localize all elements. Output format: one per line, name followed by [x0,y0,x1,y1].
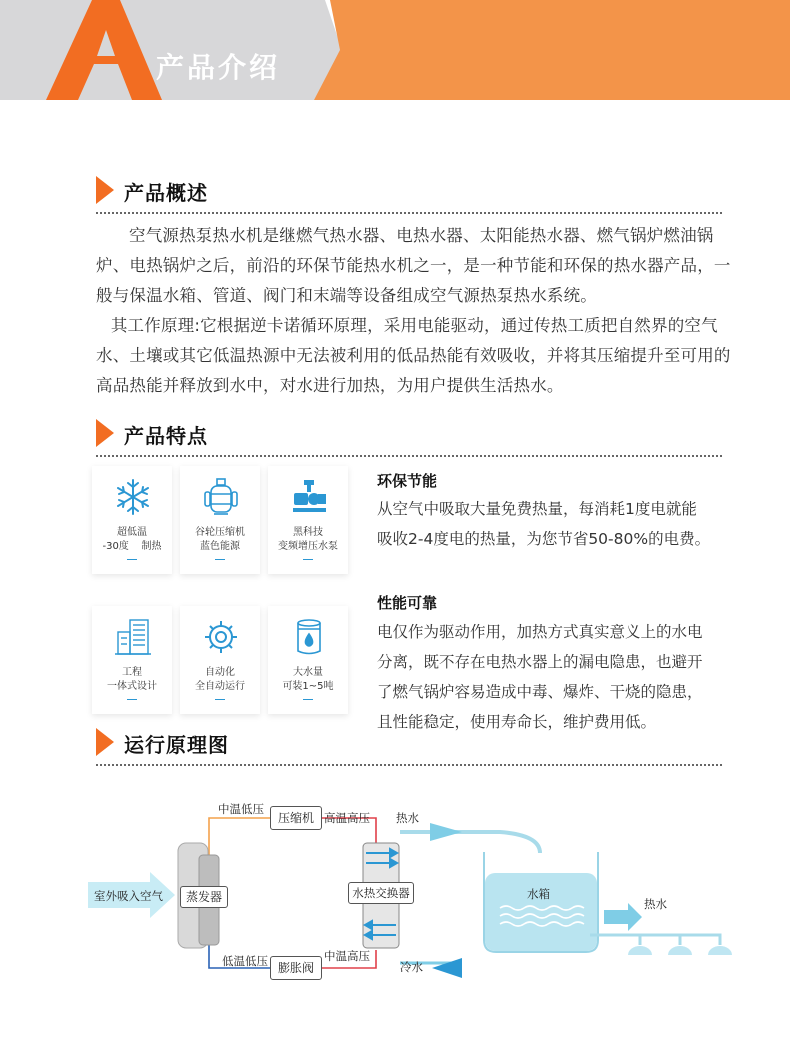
feature-card-line1: 谷轮压缩机 [195,527,245,538]
feature-card-compressor [180,466,260,574]
feature-card-line2: 变频增压水泵 [278,541,338,552]
gear-icon [202,616,240,658]
section-arrow-icon [96,728,114,756]
feature-text-line: 且性能稳定，使用寿命长，维护费用低。 [377,713,657,731]
feature-text-reliable [377,617,722,737]
high-temp-high-pressure-label: 高温高压 [324,811,370,825]
compressor-icon [202,476,240,518]
evaporator-box: 蒸发器 [180,886,228,908]
section-divider [96,764,722,766]
overview-text [96,221,736,401]
card-accent-line [215,699,225,700]
compressor-box: 压缩机 [270,806,322,830]
building-icon [114,616,152,658]
feature-card-line1: 超低温 [117,527,147,538]
section-divider [96,455,722,457]
feature-card-line2: 一体式设计 [107,681,157,692]
section-title-features: 产品特点 [124,424,208,448]
feature-card-water-volume [268,606,348,714]
feature-card-line2: -30度 制热 [102,541,162,552]
section-title-overview: 产品概述 [124,181,208,205]
feature-card-line1: 自动化 [205,667,235,678]
mid-temp-high-pressure-label: 中温高压 [324,949,370,963]
feature-text-eco [377,494,722,554]
principle-diagram [0,770,790,1045]
feature-text-line: 从空气中吸取大量免费热量，每消耗1度电就能 [377,500,697,518]
feature-card-line1: 大水量 [293,667,323,678]
card-accent-line [303,559,313,560]
feature-card-ultra-low-temp [92,466,172,574]
air-in-label: 室外吸入空气 [94,889,163,903]
feature-title-eco: 环保节能 [377,472,438,490]
section-title-principle: 运行原理图 [124,733,229,757]
heat-exchanger-box: 水热交换器 [348,882,414,904]
feature-card-engineering [92,606,172,714]
mid-temp-low-pressure-label: 中温低压 [218,802,264,816]
overview-paragraph-1: 空气源热泵热水机是继燃气热水器、电热水器、太阳能热水器、燃气锅炉燃油锅炉、电热锅炉之后，前沿的环保节能热水机之一，是一种节能和环保的热水器产品，一般与保温水箱、管道、阀门和末端等设备组成空气源热泵热水系统。 [96,226,731,305]
feature-text-line: 吸收2-4度电的热量，为您节省50-80%的电费。 [377,530,711,548]
expansion-valve-box: 膨胀阀 [270,956,322,980]
feature-card-pump [268,466,348,574]
section-divider [96,212,722,214]
feature-card-automation [180,606,260,714]
pump-icon [290,476,328,518]
header-banner [0,0,790,100]
feature-card-line2: 全自动运行 [195,681,245,692]
page-title: 产品介绍 [156,51,281,84]
feature-card-line2: 蓝色能源 [200,541,240,552]
feature-title-reliable: 性能可靠 [377,594,438,612]
hot-water-label-2: 热水 [644,897,667,911]
low-temp-low-pressure-label: 低温低压 [222,954,268,968]
hot-water-label-1: 热水 [396,811,419,825]
feature-text-line: 分离，既不存在电热水器上的漏电隐患，也避开 [377,653,703,671]
overview-paragraph-2: 其工作原理:它根据逆卡诺循环原理，采用电能驱动，通过传热工质把自然界的空气水、土壤或其它低温热源中无法被利用的低品热能有效吸收，并将其压缩提升至可用的高品热能并释放到水中，对水进行加热，为用户提供生活热水。 [96,316,731,395]
feature-text-line: 了燃气锅炉容易造成中毒、爆炸、干烧的隐患， [377,683,703,701]
feature-card-line2: 可装1~5吨 [282,681,334,692]
card-accent-line [127,699,137,700]
card-accent-line [215,559,225,560]
feature-card-line1: 黑科技 [293,527,323,538]
section-arrow-icon [96,176,114,204]
feature-text-line: 电仅作为驱动作用，加热方式真实意义上的水电 [377,623,703,641]
section-arrow-icon [96,419,114,447]
snowflake-icon [114,476,152,518]
card-accent-line [127,559,137,560]
card-accent-line [303,699,313,700]
cold-water-label: 冷水 [400,960,423,974]
feature-card-line1: 工程 [122,667,142,678]
water-tank-label: 水箱 [527,887,550,901]
water-tank-icon [290,616,328,658]
